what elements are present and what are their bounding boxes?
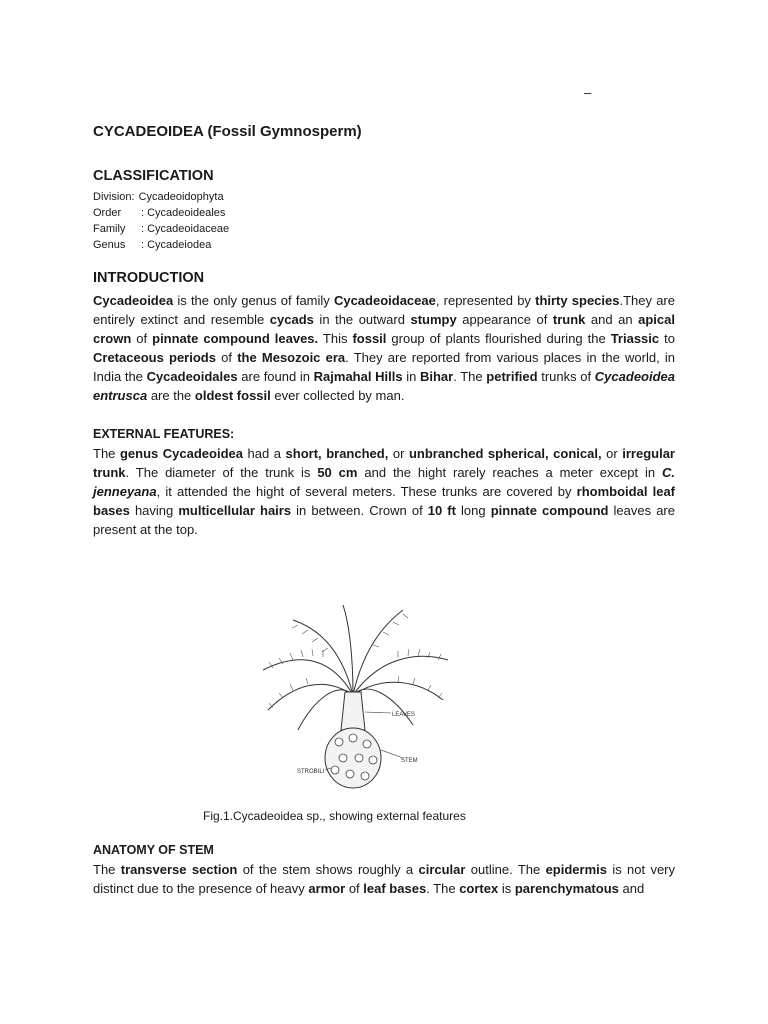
classification-key: Family xyxy=(93,223,126,235)
classification-key: Order xyxy=(93,207,122,219)
stem-label: STEM xyxy=(401,758,418,764)
classification-value: : Cycadeoideales xyxy=(141,207,226,219)
figure-caption: Fig.1.Cycadeoidea sp., showing external features xyxy=(203,809,466,823)
external-features-heading: EXTERNAL FEATURES: xyxy=(93,427,235,441)
introduction-paragraph: Cycadeoidea is the only genus of family Cycadeoidaceae, represented by thirty species.They are entirely extinct and resemble cycads in the outward stumpy appearance of trunk and an apical crown of pinnate compound leaves. This fossil group of plants flourished during the Triassic to Cretaceous periods of the Mesozoic era. They are reported from various places in the world, in India the Cycadeoidales are found in Rajmahal Hills in Bihar. The petrified trunks of Cycadeoidea entrusca are the oldest fossil ever collected by man. xyxy=(93,293,676,403)
classification-value: : Cycadeoidaceae xyxy=(141,223,230,235)
page-title: CYCADEOIDEA (Fossil Gymnosperm) xyxy=(93,123,362,140)
external-features-paragraph: The genus Cycadeoidea had a short, branched, or unbranched spherical, conical, or irregular trunk. The diameter of the trunk is 50 cm and the hight rarely reaches a meter except in C. jenneyana, it attended the hight of several meters. These trunks are covered by rhomboidal leaf bases having multicellular hairs in between. Crown of 10 ft long pinnate compound leaves are present at the top. xyxy=(93,446,675,537)
introduction-heading: INTRODUCTION xyxy=(93,270,205,286)
header-dash: – xyxy=(584,85,592,100)
classification-key: Genus xyxy=(93,239,126,251)
classification-row xyxy=(93,221,229,237)
classification-heading: CLASSIFICATION xyxy=(93,168,214,184)
leaves-label: LEAVES xyxy=(392,712,415,718)
document-page xyxy=(93,0,675,1024)
classification-key: Division: xyxy=(93,191,135,203)
anatomy-paragraph: The transverse section of the stem shows roughly a circular outline. The epidermis is not very distinct due to the presence of heavy armor of leaf bases. The cortex is parenchymatous and xyxy=(93,862,675,896)
strobili-label: STROBILI xyxy=(297,769,325,775)
classification-list xyxy=(93,189,229,253)
classification-row xyxy=(93,237,229,253)
classification-value: Cycadeoidophyta xyxy=(138,191,224,203)
classification-row xyxy=(93,189,229,205)
classification-value: : Cycadeiodea xyxy=(141,239,212,251)
cycadeoidea-illustration xyxy=(253,600,453,800)
anatomy-heading: ANATOMY OF STEM xyxy=(93,843,214,857)
classification-row xyxy=(93,205,229,221)
